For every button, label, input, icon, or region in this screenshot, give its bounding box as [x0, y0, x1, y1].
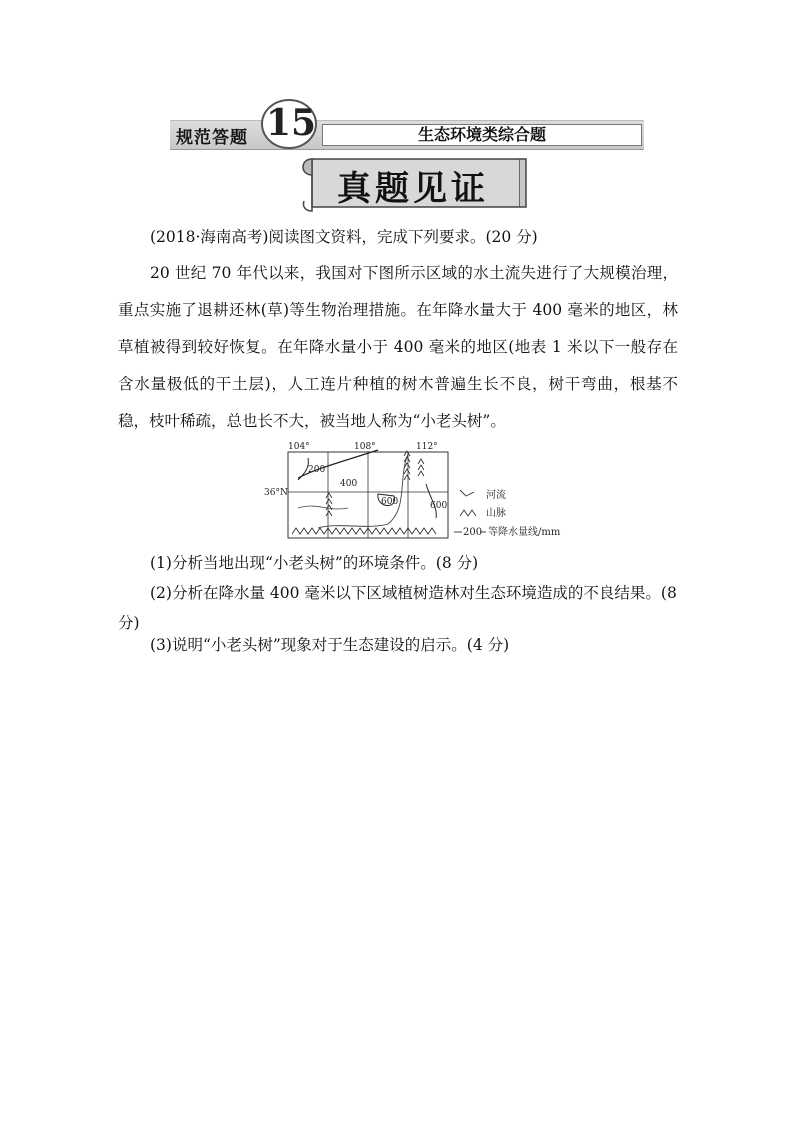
- question-source: (2018·海南高考)阅读图文资料，完成下列要求。(20 分): [150, 228, 538, 246]
- question-item: (2)分析在降水量 400 毫米以下区域植树造林对生态环境造成的不良结果。(8 分): [118, 584, 677, 632]
- question-item: (3)说明“小老头树”现象对于生态建设的启示。(4 分): [150, 636, 510, 654]
- longitude-label: 104°: [288, 442, 310, 452]
- mountain-legend-icon: [460, 510, 476, 516]
- legend-isohyet-value: 200: [463, 527, 483, 538]
- isohyet-label: 600: [381, 497, 399, 507]
- ribbon-title: 真题见证: [337, 169, 489, 209]
- question-stem: 20 世纪 70 年代以来，我国对下图所示区域的水土流失进行了大规模治理，重点实施了退耕还林(草)等生物治理措施。在年降水量大于 400 毫米的地区，林草植被得到较好恢复。在年降水量小于 400 毫米的地区(地表 1 米以下一般存在含水量极低的干土层)，人工连片种植的树木普遍生长不良，树干弯曲，根基不稳，枝叶稀疏，总也长不大，被当地人称为“小老头树”。: [118, 264, 678, 430]
- region-map: [258, 438, 564, 542]
- section-title: 生态环境类综合题: [322, 124, 642, 146]
- legend-isohyet: 等降水量线/mm: [488, 527, 561, 538]
- section-banner: [170, 98, 644, 152]
- banner-label: 规范答题: [176, 128, 248, 148]
- legend-river: 河流: [486, 490, 506, 501]
- isohyet-label: 600: [430, 501, 448, 511]
- river-legend-icon: [460, 490, 474, 496]
- isohyet-label: 400: [340, 479, 358, 489]
- question-item: (1)分析当地出现“小老头树”的环境条件。(8 分): [150, 554, 479, 572]
- legend-mountain: 山脉: [486, 508, 506, 519]
- section-number: 15: [266, 102, 317, 144]
- longitude-label: 112°: [416, 442, 438, 452]
- isohyet-label: 200: [308, 465, 326, 475]
- longitude-label: 108°: [354, 442, 376, 452]
- title-ribbon: [298, 155, 528, 213]
- latitude-label: 36°N: [264, 488, 288, 498]
